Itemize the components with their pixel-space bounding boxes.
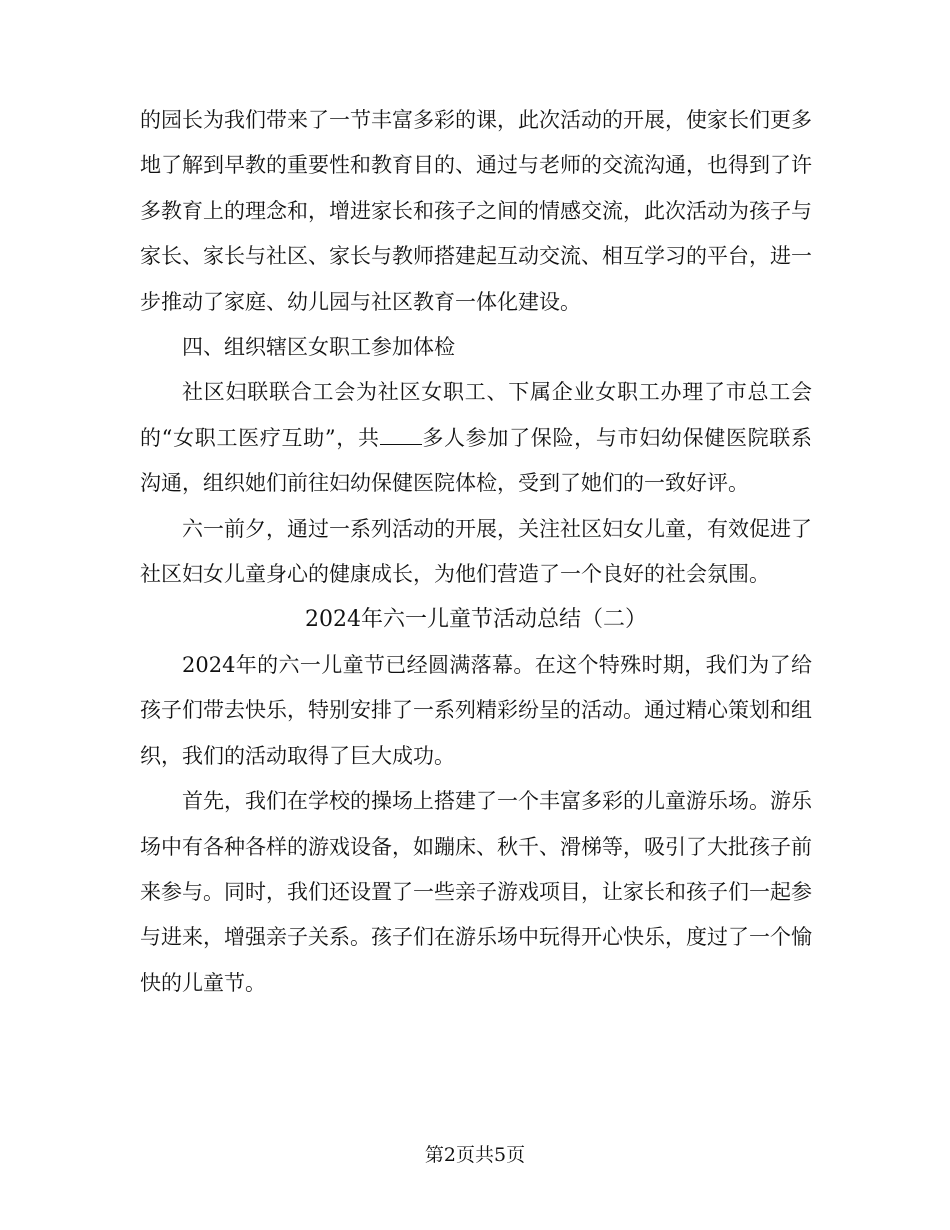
section-title: 2024年六一儿童节活动总结（二） <box>305 607 647 633</box>
page-number: 第2页共5页 <box>424 1144 526 1166</box>
paragraph-insurance-start: 社区妇联联合工会为社区女职工、下属企业女职工办理了市总工会的“女职工医疗互助”，共 <box>140 380 812 450</box>
document-body <box>140 98 812 1006</box>
paragraph-insurance-end: 多人参加了保险，与市妇幼保健医院联系沟通，组织她们前往妇幼保健医院体检，受到了她们的一致好评。 <box>140 425 812 496</box>
paragraph-parent-education: 的园长为我们带来了一节丰富多彩的课，此次活动的开展，使家长们更多地了解到早教的重要性和教育目的、通过与老师的交流沟通，也得到了许多教育上的理念和，增进家长和孩子之间的情感交流，此次活动为孩子与家长、家长与社区、家长与教师搭建起互动交流、相互学习的平台，进一步推动了家庭、幼儿园与社区教育一体化建设。 <box>140 108 812 314</box>
section-heading-physical-exam: 四、组织辖区女职工参加体检 <box>182 335 455 360</box>
paragraph-intro: 2024年的六一儿童节已经圆满落幕。在这个特殊时期，我们为了给孩子们带去快乐，特别安排了一系列精彩纷呈的活动。通过精心策划和组织，我们的活动取得了巨大成功。 <box>140 652 812 768</box>
blank-underline <box>380 428 422 445</box>
paragraph-insurance <box>140 370 812 506</box>
paragraph-summary: 六一前夕，通过一系列活动的开展，关注社区妇女儿童，有效促进了社区妇女儿童身心的健康成长，为他们营造了一个良好的社会氛围。 <box>140 516 812 587</box>
paragraph-playground: 首先，我们在学校的操场上搭建了一个丰富多彩的儿童游乐场。游乐场中有各种各样的游戏设备，如蹦床、秋千、滑梯等，吸引了大批孩子前来参与。同时，我们还设置了一些亲子游戏项目，让家长和孩子们一起参与进来，增强亲子关系。孩子们在游乐场中玩得开心快乐，度过了一个愉快的儿童节。 <box>140 789 812 995</box>
